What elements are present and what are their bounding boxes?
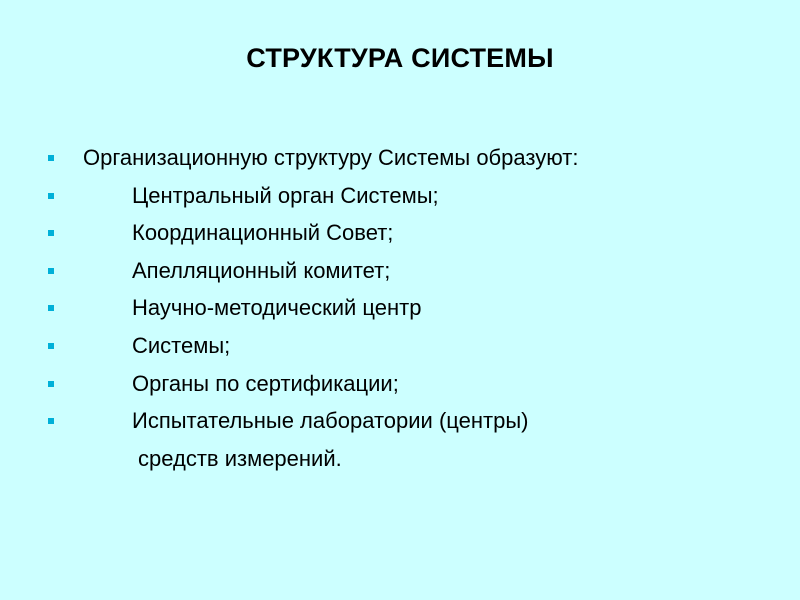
list-item-text: Организационную структуру Системы образуют: (83, 145, 579, 170)
square-bullet-icon (48, 230, 54, 236)
list-item-text: Апелляционный комитет; (132, 257, 391, 283)
square-bullet-icon (48, 193, 54, 199)
list-item-text: Системы; (132, 332, 231, 358)
list-item-text: Научно-методический центр (132, 295, 422, 321)
list-item-text: Центральный орган Системы; (132, 182, 439, 208)
list-item-text: Испытательные лаборатории (центры) (132, 408, 529, 434)
square-bullet-icon (48, 155, 54, 161)
list-item-text: средств измерений. (138, 445, 342, 471)
square-bullet-icon (48, 343, 54, 349)
slide-title: СТРУКТУРА СИСТЕМЫ (246, 43, 554, 73)
square-bullet-icon (48, 418, 54, 424)
square-bullet-icon (48, 381, 54, 387)
list-item-text: Органы по сертификации; (132, 370, 399, 396)
square-bullet-icon (48, 268, 54, 274)
square-bullet-icon (48, 305, 54, 311)
list-item-text: Координационный Совет; (132, 220, 394, 246)
